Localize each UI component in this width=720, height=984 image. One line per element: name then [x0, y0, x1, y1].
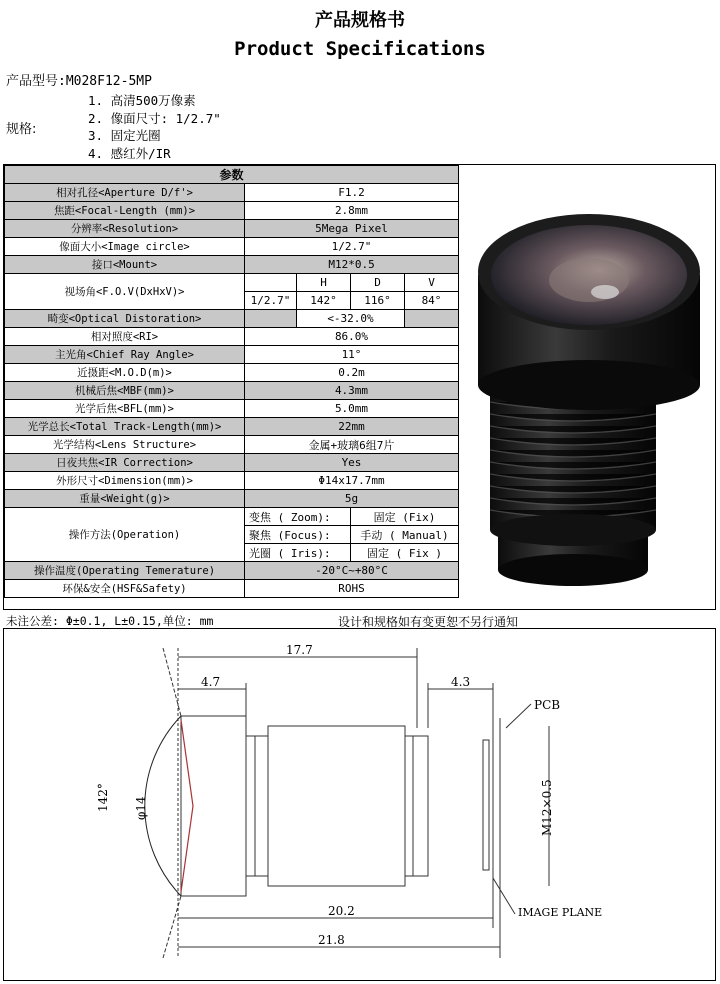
lens-thread-body — [268, 726, 405, 886]
zoom-value: 固定 (Fix) — [351, 508, 459, 526]
spec-list — [88, 92, 221, 162]
row-value: Yes — [245, 454, 459, 472]
spec-item: 3. 固定光圈 — [88, 128, 161, 143]
row-value: 4.3mm — [245, 382, 459, 400]
row-label: 焦距<Focal-Length (mm)> — [5, 202, 245, 220]
spec-item: 2. 像面尺寸: 1/2.7" — [88, 110, 221, 126]
spec-item: 1. 高清500万像素 — [88, 93, 196, 108]
row-label: 操作温度(Operating Temerature) — [5, 562, 245, 580]
row-label: 光学结构<Lens Structure> — [5, 436, 245, 454]
focus-key: 聚焦 (Focus): — [245, 526, 351, 544]
row-value: 5g — [245, 490, 459, 508]
row-label: 近摄距<M.O.D(m)> — [5, 364, 245, 382]
front-element-arc — [145, 716, 181, 896]
fov-sensor: 1/2.7" — [245, 292, 297, 310]
pcb-label: PCB — [534, 698, 561, 712]
lens-front-barrel — [181, 716, 246, 896]
sensor-pcb — [483, 740, 489, 870]
fov-blank — [245, 274, 297, 292]
fov-d-value: 116° — [351, 292, 405, 310]
spec-table — [4, 165, 459, 598]
row-value: 11° — [245, 346, 459, 364]
row-value: -20°C~+80°C — [245, 562, 459, 580]
iris-value: 固定 ( Fix ) — [351, 544, 459, 562]
model-value: M028F12-5MP — [65, 74, 152, 89]
dim-20-2: 20.2 — [328, 904, 355, 918]
row-label: 外形尺寸<Dimension(mm)> — [5, 472, 245, 490]
disclaimer-note: 设计和规格如有变更恕不另行通知 — [338, 615, 519, 629]
angle-label: 142° — [96, 783, 110, 812]
focus-value: 手动 ( Manual) — [351, 526, 459, 544]
row-value: 金属+玻璃6组7片 — [245, 436, 459, 454]
table-header: 参数 — [5, 166, 459, 184]
technical-drawing — [3, 628, 716, 981]
thread-label: M12×0.5 — [540, 779, 554, 836]
fov-h-value: 142° — [297, 292, 351, 310]
row-label: 相对照度<RI> — [5, 328, 245, 346]
row-value: F1.2 — [245, 184, 459, 202]
image-plane-label: IMAGE PLANE — [518, 906, 603, 919]
fov-v-head: V — [405, 274, 459, 292]
row-value: 22mm — [245, 418, 459, 436]
tolerance-note: 未注公差: Φ±0.1, L±0.15,单位: mm — [6, 614, 214, 628]
row-value: <-32.0% — [297, 310, 405, 328]
row-label: 机械后焦<MBF(mm)> — [5, 382, 245, 400]
iris-key: 光圈 ( Iris): — [245, 544, 351, 562]
row-value: 86.0% — [245, 328, 459, 346]
lens-photo — [460, 190, 710, 600]
row-label: 像面大小<Image circle> — [5, 238, 245, 256]
zoom-key: 变焦 ( Zoom): — [245, 508, 351, 526]
lens-back-ring — [405, 736, 428, 876]
spec-label: 规格: — [6, 122, 37, 137]
dim-21-8: 21.8 — [318, 933, 345, 947]
dim-4-3: 4.3 — [451, 675, 471, 689]
model-label: 产品型号: — [6, 74, 66, 89]
fov-v-value: 84° — [405, 292, 459, 310]
dim-17-7: 17.7 — [286, 643, 313, 657]
diameter-label: φ14 — [134, 796, 148, 820]
dim-4-7: 4.7 — [201, 675, 221, 689]
row-value: ROHS — [245, 580, 459, 598]
row-label: 接口<Mount> — [5, 256, 245, 274]
row-label: 分辨率<Resolution> — [5, 220, 245, 238]
spec-item: 4. 感红外/IR — [88, 145, 171, 161]
fov-d-head: D — [351, 274, 405, 292]
row-label: 光学后焦<BFL(mm)> — [5, 400, 245, 418]
page-title-en: Product Specifications — [234, 38, 486, 60]
row-label: 相对孔径<Aperture D/f'> — [5, 184, 245, 202]
row-label: 环保&安全(HSF&Safety) — [5, 580, 245, 598]
page-title-cn: 产品规格书 — [315, 10, 405, 31]
row-label: 重量<Weight(g)> — [5, 490, 245, 508]
row-label: 日夜共焦<IR Correction> — [5, 454, 245, 472]
row-label: 操作方法(Operation) — [5, 508, 245, 562]
lens-ring — [246, 736, 268, 876]
distortion-blank — [245, 310, 297, 328]
row-label: 畸变<Optical Distoration> — [5, 310, 245, 328]
fov-h-head: H — [297, 274, 351, 292]
row-label: 视场角<F.O.V(DxHxV)> — [5, 274, 245, 310]
row-value: 1/2.7" — [245, 238, 459, 256]
row-label: 光学总长<Total Track-Length(mm)> — [5, 418, 245, 436]
row-value: 2.8mm — [245, 202, 459, 220]
row-value: M12*0.5 — [245, 256, 459, 274]
row-label: 主光角<Chief Ray Angle> — [5, 346, 245, 364]
row-value: Φ14x17.7mm — [245, 472, 459, 490]
row-value: 5.0mm — [245, 400, 459, 418]
row-value: 0.2m — [245, 364, 459, 382]
distortion-blank — [405, 310, 459, 328]
row-value: 5Mega Pixel — [245, 220, 459, 238]
model-line — [6, 70, 152, 89]
